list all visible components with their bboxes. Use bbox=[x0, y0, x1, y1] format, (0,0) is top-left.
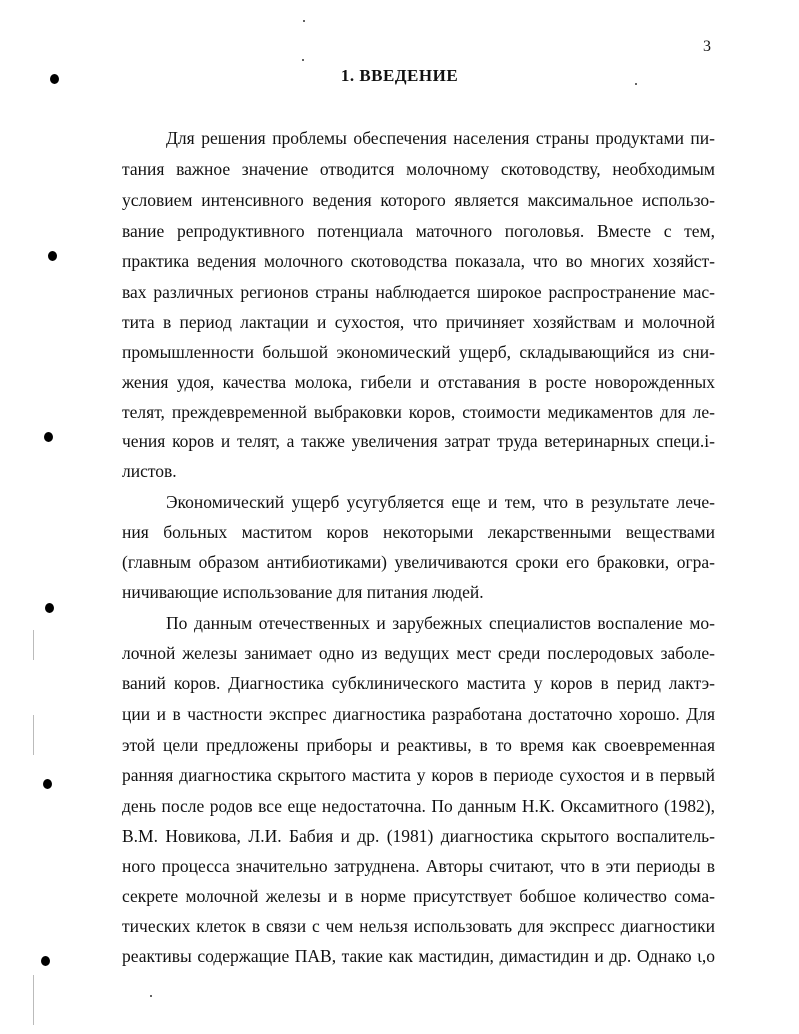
text-line: практика ведения молочного скотоводства показала, что во многих хозяйст- bbox=[122, 251, 715, 271]
text-line: ничивающие использование для питания людей. bbox=[122, 582, 484, 602]
scan-speck bbox=[302, 59, 304, 61]
text-line: телят, преждевременной выбраковки коров, стоимости медикаментов для ле- bbox=[122, 402, 715, 422]
binder-hole-mark bbox=[43, 779, 52, 789]
scan-edge-line bbox=[33, 715, 34, 755]
text-line: вах различных регионов страны наблюдается широкое распространение мас- bbox=[122, 282, 715, 302]
text-line: ваний коров. Диагностика субклинического мастита у коров в перид лактэ- bbox=[122, 673, 715, 693]
text-line: реактивы содержащие ПАВ, такие как мастидин, димастидин и др. Однако ι,о bbox=[122, 946, 715, 966]
text-line: листов. bbox=[122, 461, 177, 481]
text-line: (главным образом антибиотиками) увеличиваются сроки его браковки, огра- bbox=[122, 552, 715, 572]
binder-hole-mark bbox=[48, 251, 57, 261]
text-line: ния больных маститом коров некоторыми лекарственными веществами bbox=[122, 522, 715, 542]
page-number: 3 bbox=[703, 38, 711, 55]
scan-edge-line bbox=[33, 630, 34, 660]
binder-hole-mark bbox=[45, 603, 54, 613]
binder-hole-mark bbox=[41, 956, 50, 966]
scan-speck bbox=[303, 20, 305, 22]
text-line: промышленности большой экономический ущерб, складывающийся из сни- bbox=[122, 342, 715, 362]
binder-hole-mark bbox=[44, 432, 53, 442]
text-line: ранняя диагностика скрытого мастита у коров в периоде сухостоя и в первый bbox=[122, 765, 715, 785]
section-heading: 1. ВВЕДЕНИЕ bbox=[340, 66, 459, 85]
text-line: условием интенсивного ведения которого является максимальное использо- bbox=[122, 190, 715, 210]
text-line: Экономический ущерб усугубляется еще и тем, что в результате лече- bbox=[166, 492, 715, 512]
text-line: Для решения проблемы обеспечения населения страны продуктами пи- bbox=[166, 128, 715, 148]
text-line: лочной железы занимает одно из ведущих мест среди послеродовых заболе- bbox=[122, 643, 715, 663]
text-line: секрете молочной железы и в норме присутствует бобшое количество сома- bbox=[122, 886, 715, 906]
text-line: день после родов все еще недостаточна. По данным Н.К. Оксамитного (1982), bbox=[122, 796, 715, 816]
text-line: тания важное значение отводится молочному скотоводству, необходимым bbox=[122, 159, 715, 179]
text-line: чения коров и телят, а также увеличения затрат труда ветеринарных специ.i- bbox=[122, 431, 715, 451]
text-line: В.М. Новикова, Л.И. Бабия и др. (1981) диагностика скрытого воспалитель- bbox=[122, 826, 715, 846]
text-line: жения удоя, качества молока, гибели и отставания в росте новорожденных bbox=[122, 372, 715, 392]
text-line: тических клеток в связи с чем нельзя использовать для экспресс диагностики bbox=[122, 916, 715, 936]
text-line: этой цели предложены приборы и реактивы, в то время как своевременная bbox=[122, 735, 715, 755]
scan-edge-line bbox=[33, 975, 34, 1025]
text-line: тита в период лактации и сухостоя, что причиняет хозяйствам и молочной bbox=[122, 312, 715, 332]
scan-speck bbox=[150, 995, 152, 997]
text-line: ции и в частности экспрес диагностика разработана достаточно хорошо. Для bbox=[122, 704, 715, 724]
text-line: По данным отечественных и зарубежных специалистов воспаление мо- bbox=[166, 613, 715, 633]
scan-speck bbox=[635, 83, 637, 85]
binder-hole-mark bbox=[50, 74, 59, 84]
text-line: ного процесса значительно затруднена. Авторы считают, что в эти периоды в bbox=[122, 856, 715, 876]
text-line: вание репродуктивного потенциала маточного поголовья. Вместе с тем, bbox=[122, 221, 715, 241]
